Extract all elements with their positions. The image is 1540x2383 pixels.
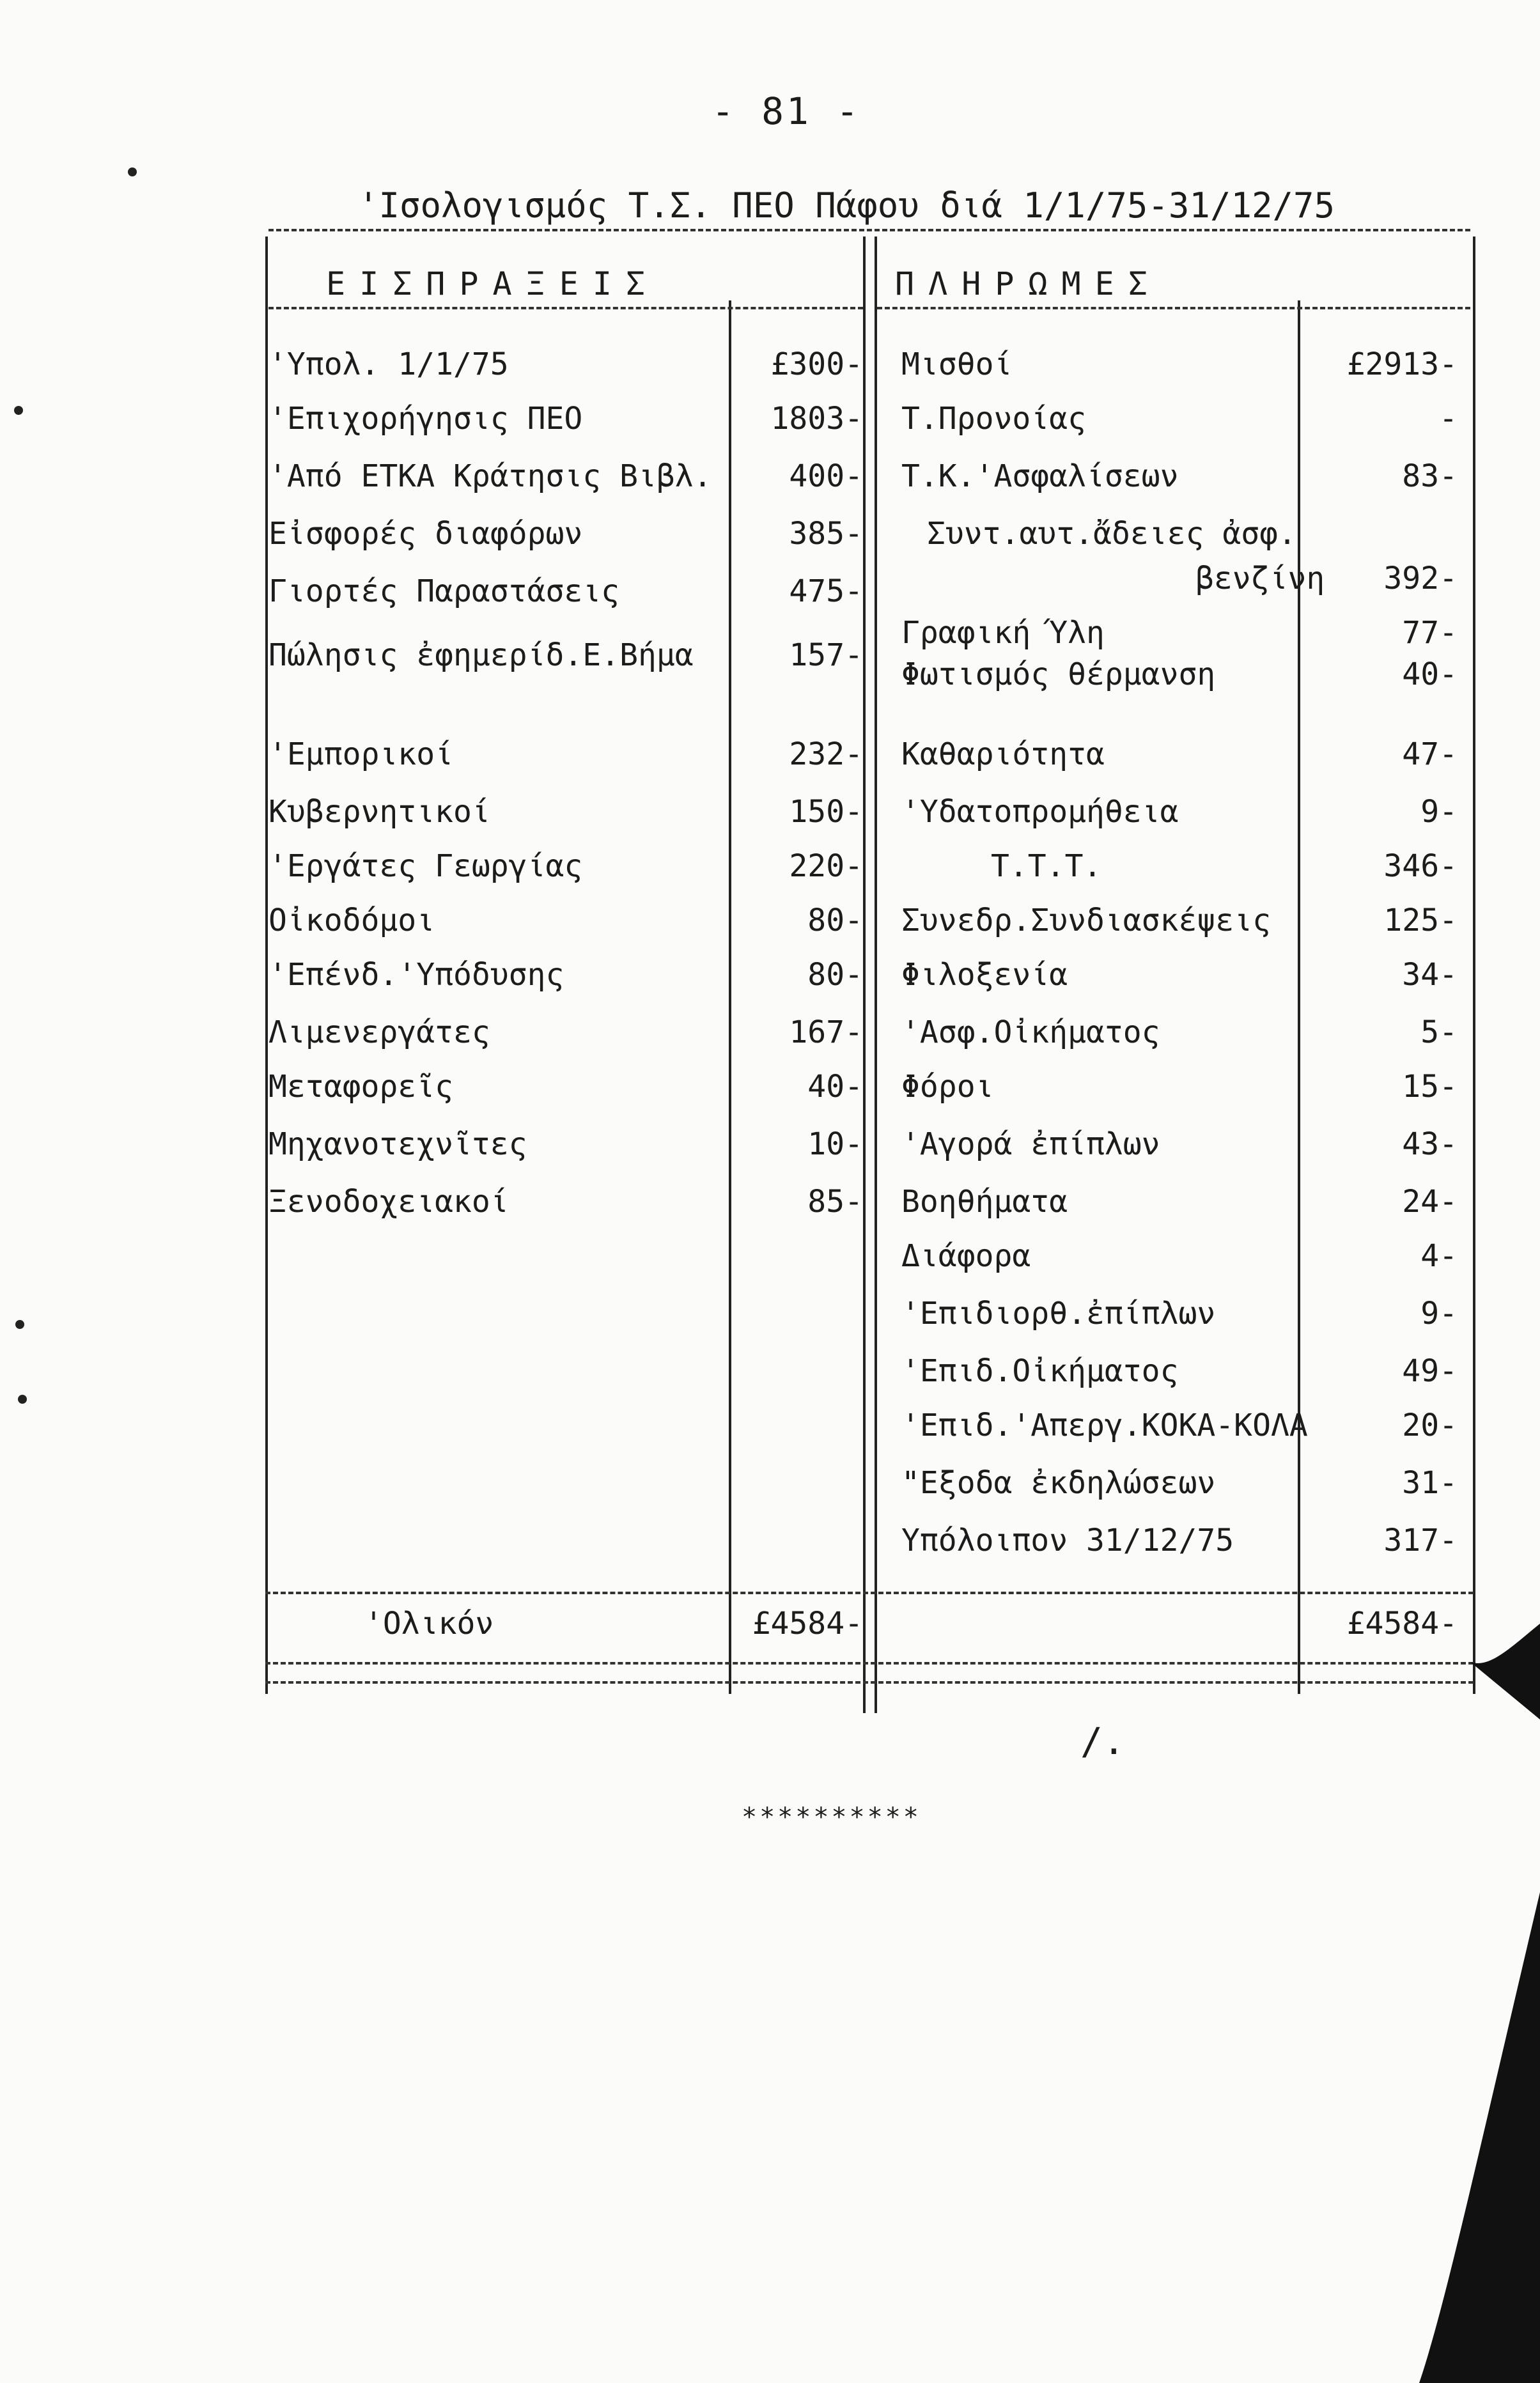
payments-heading: ΠΛΗΡΩΜΕΣ (895, 265, 1162, 302)
payments-row (901, 342, 1458, 387)
payments-row (901, 1349, 1458, 1393)
payments-row (901, 511, 1458, 556)
payments-row-amount: 125- (1383, 903, 1458, 938)
receipts-row-label: Οἰκοδόμοι (268, 903, 435, 938)
payments-row (901, 396, 1458, 441)
receipts-row-label: 'Επένδ.'Υπόδυσης (268, 957, 564, 993)
receipts-row-label: Μεταφορεῖς (268, 1069, 453, 1105)
payments-row-amount: 20- (1402, 1408, 1458, 1443)
left-amount-divider (729, 300, 731, 1694)
payments-row (901, 952, 1458, 997)
payments-row (901, 652, 1458, 697)
payments-row-label: Τ.Κ.'Ασφαλίσεων (901, 458, 1179, 494)
payments-row (901, 844, 1458, 889)
payments-row (901, 1403, 1458, 1448)
payments-row-amount: 34- (1402, 957, 1458, 993)
payments-row-amount: 24- (1402, 1184, 1458, 1220)
payments-row (901, 789, 1458, 834)
receipts-row-amount: 80- (807, 903, 863, 938)
receipts-row-amount: £300- (770, 346, 863, 382)
receipts-row-label: Λιμενεργάτες (268, 1014, 490, 1050)
payments-row (901, 610, 1458, 655)
payments-row-label: Μισθοί (901, 346, 1013, 382)
payments-row-label: Υπόλοιπον 31/12/75 (901, 1523, 1234, 1558)
receipts-row-label: 'Επιχορήγησις ΠΕΟ (268, 401, 583, 437)
receipts-row-label: 'Εργάτες Γεωργίας (268, 848, 583, 884)
payments-row (901, 1122, 1458, 1167)
receipts-row (268, 898, 876, 943)
payments-row-amount: 4- (1420, 1238, 1458, 1274)
receipts-row (268, 732, 876, 777)
payments-row (901, 1179, 1458, 1224)
receipts-total-row (268, 1601, 876, 1646)
document-title: 'Ισολογισμός Τ.Σ. ΠΕΟ Πάφου διά 1/1/75-31/12/75 (358, 185, 1335, 226)
receipts-row-amount: 475- (789, 573, 863, 609)
payments-row-label: Βοηθήματα (901, 1184, 1068, 1220)
heading-rule-left (268, 307, 863, 309)
payments-row (901, 454, 1458, 499)
payments-row-label: Τ.Τ.Τ. (991, 848, 1102, 884)
payments-row-label: βενζίνη (1195, 561, 1325, 596)
receipts-row-label: 'Από ΕΤΚΑ Κράτησις Βιβλ. (268, 458, 712, 494)
receipts-row-amount: 1803- (770, 401, 863, 437)
total-rule-bottom-double (265, 1681, 1474, 1684)
receipts-row (268, 454, 876, 499)
receipts-row-label: Κυβερνητικοί (268, 794, 490, 830)
payments-row-label: 'Υδατοπρομήθεια (901, 794, 1179, 830)
receipts-total-label: 'Ολικόν (364, 1606, 494, 1642)
receipts-row-label: Πώλησις ἐφημερίδ.Ε.Βήμα (268, 637, 694, 673)
receipts-row-amount: 10- (807, 1126, 863, 1162)
payments-row (901, 1291, 1458, 1336)
receipts-row (268, 633, 876, 678)
edge-shadow (1470, 1624, 1540, 1719)
payments-row-label: Τ.Προνοίας (901, 401, 1086, 437)
footer-stars: ********** (742, 1803, 921, 1832)
payments-row-label: 'Επιδ.'Απεργ.ΚΟΚΑ-ΚΟΛΑ (901, 1408, 1308, 1443)
payments-row-amount: 346- (1383, 848, 1458, 884)
receipts-row-amount: 385- (789, 516, 863, 552)
margin-speck (128, 167, 137, 176)
payments-row-amount: 31- (1402, 1465, 1458, 1501)
payments-row (901, 1234, 1458, 1278)
payments-row-label: 'Αγορά ἐπίπλων (901, 1126, 1160, 1162)
receipts-row (268, 952, 876, 997)
payments-row-label: Καθαριότητα (901, 736, 1105, 772)
payments-row (901, 1064, 1458, 1109)
payments-row-amount: £2913- (1346, 346, 1458, 382)
payments-row-amount: 15- (1402, 1069, 1458, 1105)
receipts-row (268, 1010, 876, 1055)
receipts-row-amount: 167- (789, 1014, 863, 1050)
payments-row (901, 732, 1458, 777)
payments-row (901, 1010, 1458, 1055)
receipts-row (268, 789, 876, 834)
receipts-heading: ΕΙΣΠΡΑΞΕΙΣ (326, 265, 660, 302)
payments-row-amount: 392- (1383, 561, 1458, 596)
payments-row (901, 1461, 1458, 1505)
receipts-row (268, 1122, 876, 1167)
receipts-row-label: Μηχανοτεχνῖτες (268, 1126, 527, 1162)
payments-row-label: Φόροι (901, 1069, 994, 1105)
receipts-row (268, 844, 876, 889)
receipts-row (268, 342, 876, 387)
payments-row (901, 898, 1458, 943)
receipts-row-label: 'Εμπορικοί (268, 736, 453, 772)
receipts-total-amount: £4584- (752, 1606, 863, 1642)
receipts-row-label: Ξενοδοχειακοί (268, 1184, 509, 1220)
receipts-row-label: 'Υπολ. 1/1/75 (268, 346, 509, 382)
page-number: - 81 - (712, 89, 861, 133)
receipts-row-amount: 232- (789, 736, 863, 772)
receipts-row-label: Εἰσφορές διαφόρων (268, 516, 583, 552)
payments-row (901, 1518, 1458, 1563)
total-rule-bottom (265, 1662, 1474, 1665)
payments-row-amount: 47- (1402, 736, 1458, 772)
receipts-row (268, 511, 876, 556)
receipts-row-amount: 157- (789, 637, 863, 673)
payments-row-label: Συντ.αυτ.ἄδειες ἀσφ. (927, 516, 1296, 552)
receipts-row (268, 1179, 876, 1224)
payments-row-amount: 40- (1402, 656, 1458, 692)
margin-speck (14, 406, 23, 415)
receipts-row-amount: 85- (807, 1184, 863, 1220)
payments-row-label: Φιλοξενία (901, 957, 1068, 993)
payments-row-label: 'Επιδιορθ.ἐπίπλων (901, 1296, 1216, 1331)
payments-row-label: Γραφική Ύλη (901, 615, 1105, 651)
receipts-row (268, 1064, 876, 1109)
total-rule-top (265, 1592, 1474, 1594)
payments-row-amount: 83- (1402, 458, 1458, 494)
corner-shadow (1419, 1892, 1540, 2383)
receipts-row-amount: 80- (807, 957, 863, 993)
payments-row-label: "Εξοδα ἐκδηλώσεων (901, 1465, 1216, 1501)
margin-speck (18, 1395, 27, 1404)
payments-row-amount: 9- (1420, 1296, 1458, 1331)
heading-rule-right (877, 307, 1470, 309)
payments-row-label: Φωτισμός θέρμανση (901, 656, 1216, 692)
payments-row-label: 'Ασφ.Οἰκήματος (901, 1014, 1160, 1050)
slash-mark: /. (1080, 1719, 1125, 1763)
receipts-row-amount: 220- (789, 848, 863, 884)
payments-row-amount: - (1439, 401, 1458, 437)
payments-row-amount: 317- (1383, 1523, 1458, 1558)
payments-row-amount: 43- (1402, 1126, 1458, 1162)
receipts-row (268, 569, 876, 614)
payments-row-amount: 77- (1402, 615, 1458, 651)
payments-row-label: Διάφορα (901, 1238, 1031, 1274)
receipts-row-amount: 150- (789, 794, 863, 830)
payments-row-amount: 5- (1420, 1014, 1458, 1050)
receipts-row-amount: 400- (789, 458, 863, 494)
payments-row-amount: 9- (1420, 794, 1458, 830)
receipts-row-amount: 40- (807, 1069, 863, 1105)
margin-speck (15, 1320, 24, 1329)
payments-total-amount: £4584- (1346, 1606, 1458, 1642)
receipts-row-label: Γιορτές Παραστάσεις (268, 573, 620, 609)
payments-total-row (901, 1601, 1458, 1646)
payments-row-label: Συνεδρ.Συνδιασκέψεις (901, 903, 1271, 938)
payments-row-amount: 49- (1402, 1353, 1458, 1389)
payments-row-label: 'Επιδ.Οἰκήματος (901, 1353, 1179, 1389)
receipts-row (268, 396, 876, 441)
title-rule (268, 229, 1470, 231)
payments-row (901, 556, 1458, 601)
